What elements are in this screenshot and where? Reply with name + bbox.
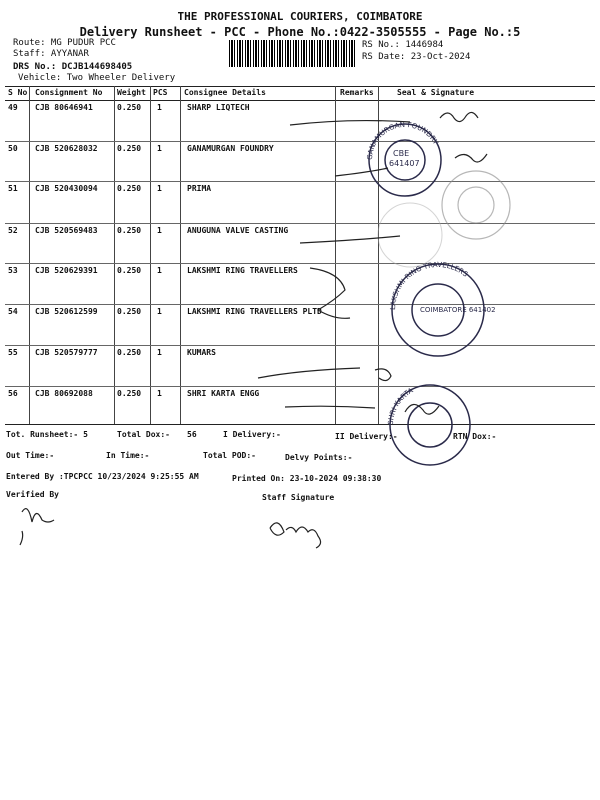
staff-signature-label: Staff Signature: [262, 493, 335, 502]
company-title: THE PROFESSIONAL COURIERS, COIMBATORE: [177, 10, 423, 23]
col-sno: S No: [8, 88, 28, 97]
cell-consignee: GANAMURGAN FOUNDRY: [187, 144, 274, 153]
ii-delivery-label: II Delivery:-: [335, 432, 398, 441]
cell-consignment: CJB 520569483: [35, 226, 98, 235]
cell-pcs: 1: [157, 226, 162, 235]
lakshmi-stamp-inner: COIMBATORE 641402: [420, 306, 496, 314]
cell-sno: 54: [8, 307, 18, 316]
cell-weight: 0.250: [117, 103, 142, 112]
col-consignee: Consignee Details: [184, 88, 266, 97]
drs-number: DRS No.: DCJB144698405: [13, 62, 133, 72]
cell-consignee: PRIMA: [187, 184, 212, 193]
cell-consignment: CJB 520579777: [35, 348, 98, 357]
cell-consignment: CJB 80646941: [35, 103, 93, 112]
total-dox-value: 56: [187, 430, 197, 439]
cell-weight: 0.250: [117, 389, 142, 398]
faint-valve-stamp: [378, 203, 442, 267]
out-time-label: Out Time:-: [6, 451, 55, 460]
ganamurgan-stamp-text: GANAMURGAN FOUNDRY: [365, 120, 440, 161]
ganamurgan-stamp-inner-1: CBE: [393, 149, 410, 158]
cell-weight: 0.250: [117, 184, 142, 193]
cell-consignee: LAKSHMI RING TRAVELLERS PLTD: [187, 307, 322, 316]
lakshmi-stamp-text: LAKSHMI RING TRAVELLERS: [388, 260, 470, 311]
cell-pcs: 1: [157, 389, 162, 398]
col-weight: Weight: [117, 88, 146, 97]
cell-pcs: 1: [157, 307, 162, 316]
i-delivery-label: I Delivery:-: [223, 430, 281, 439]
cell-weight: 0.250: [117, 144, 142, 153]
cell-weight: 0.250: [117, 348, 142, 357]
cell-sno: 49: [8, 103, 18, 112]
cell-consignee: LAKSHMI RING TRAVELLERS: [187, 266, 298, 275]
cell-weight: 0.250: [117, 266, 142, 275]
cell-pcs: 1: [157, 348, 162, 357]
col-consignment: Consignment No: [35, 88, 103, 97]
route-label: Route: MG PUDUR PCC: [13, 38, 116, 48]
entered-by: Entered By :TPCPCC 10/23/2024 9:25:55 AM: [6, 472, 199, 481]
cell-sno: 53: [8, 266, 18, 275]
ganamurgan-stamp-inner-2: 641407: [389, 159, 420, 168]
cell-consignment: CJB 520430094: [35, 184, 98, 193]
cell-pcs: 1: [157, 103, 162, 112]
cell-sno: 56: [8, 389, 18, 398]
vehicle-label: Vehicle: Two Wheeler Delivery: [18, 73, 176, 83]
cell-sno: 52: [8, 226, 18, 235]
total-pod-label: Total POD:-: [203, 451, 256, 460]
cell-sno: 50: [8, 144, 18, 153]
rtn-dox-label: RTN Dox:-: [453, 432, 497, 441]
faint-round-stamp: [442, 171, 510, 239]
tot-runsheet: Tot. Runsheet:- 5: [6, 430, 88, 439]
cell-sno: 51: [8, 184, 18, 193]
printed-on: Printed On: 23-10-2024 09:38:30: [232, 474, 382, 483]
cell-consignee: SHARP LIQTECH: [187, 103, 250, 112]
cell-consignment: CJB 80692088: [35, 389, 93, 398]
cell-consignment: CJB 520628032: [35, 144, 98, 153]
col-seal-signature: Seal & Signature: [397, 88, 475, 97]
cell-sno: 55: [8, 348, 18, 357]
staff-label: Staff: AYYANAR: [13, 49, 89, 59]
verified-by-label: Verified By: [6, 490, 59, 499]
rs-date: RS Date: 23-Oct-2024: [362, 52, 471, 62]
in-time-label: In Time:-: [106, 451, 150, 460]
cell-pcs: 1: [157, 144, 162, 153]
cell-pcs: 1: [157, 184, 162, 193]
shri-karta-stamp-text: SHRI KARTA: [386, 386, 415, 426]
cell-consignee: ANUGUNA VALVE CASTING: [187, 226, 289, 235]
cell-consignment: CJB 520629391: [35, 266, 98, 275]
rs-number: RS No.: 1446984: [362, 40, 444, 50]
cell-weight: 0.250: [117, 307, 142, 316]
cell-pcs: 1: [157, 266, 162, 275]
cell-weight: 0.250: [117, 226, 142, 235]
total-dox-label: Total Dox:-: [117, 430, 170, 439]
col-pcs: PCS: [153, 88, 168, 97]
col-remarks: Remarks: [340, 88, 374, 97]
cell-consignee: SHRI KARTA ENGG: [187, 389, 260, 398]
cell-consignee: KUMARS: [187, 348, 216, 357]
runsheet-title: Delivery Runsheet - PCC - Phone No.:0422-3505555 - Page No.:5: [79, 25, 521, 39]
cell-consignment: CJB 520612599: [35, 307, 98, 316]
delvy-points-label: Delvy Points:-: [285, 453, 353, 462]
